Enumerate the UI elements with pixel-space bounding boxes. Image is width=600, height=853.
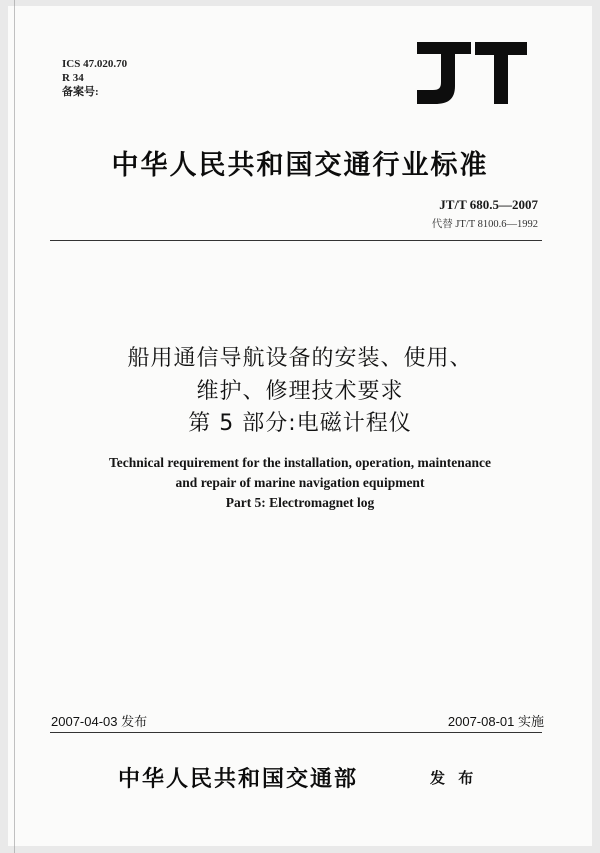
filing-number: 备案号:: [62, 86, 99, 98]
bottom-divider: [50, 732, 542, 733]
jt-logo-icon: [413, 38, 530, 108]
top-divider: [50, 240, 542, 241]
title-en-line3: Part 5: Electromagnet log: [225, 495, 375, 510]
replaces-standard: 代替 JT/T 8100.6—1992: [431, 219, 538, 230]
standard-code: JT/T 680.5—2007: [439, 197, 538, 212]
org-title: 中华人民共和国交通行业标准: [111, 150, 489, 181]
ics-code: ICS 47.020.70: [62, 58, 128, 70]
meta-block: [62, 57, 127, 99]
title-en-line2: and repair of marine navigation equipment: [175, 475, 425, 490]
title-en-line1: Technical requirement for the installation, operation, maintenance: [109, 455, 491, 470]
effective-date: 2007-08-01 实施: [447, 714, 544, 729]
title-zh-line3: 第 5 部分:电磁计程仪: [188, 411, 412, 436]
classification-code: R 34: [62, 72, 84, 84]
title-zh-line2: 维护、修理技术要求: [196, 379, 404, 404]
issue-date: 2007-04-03 发布: [51, 714, 148, 729]
issuer-action: 发 布: [430, 769, 478, 787]
title-zh-line1: 船用通信导航设备的安装、使用、: [127, 346, 473, 371]
issuer-name: 中华人民共和国交通部: [118, 767, 359, 792]
